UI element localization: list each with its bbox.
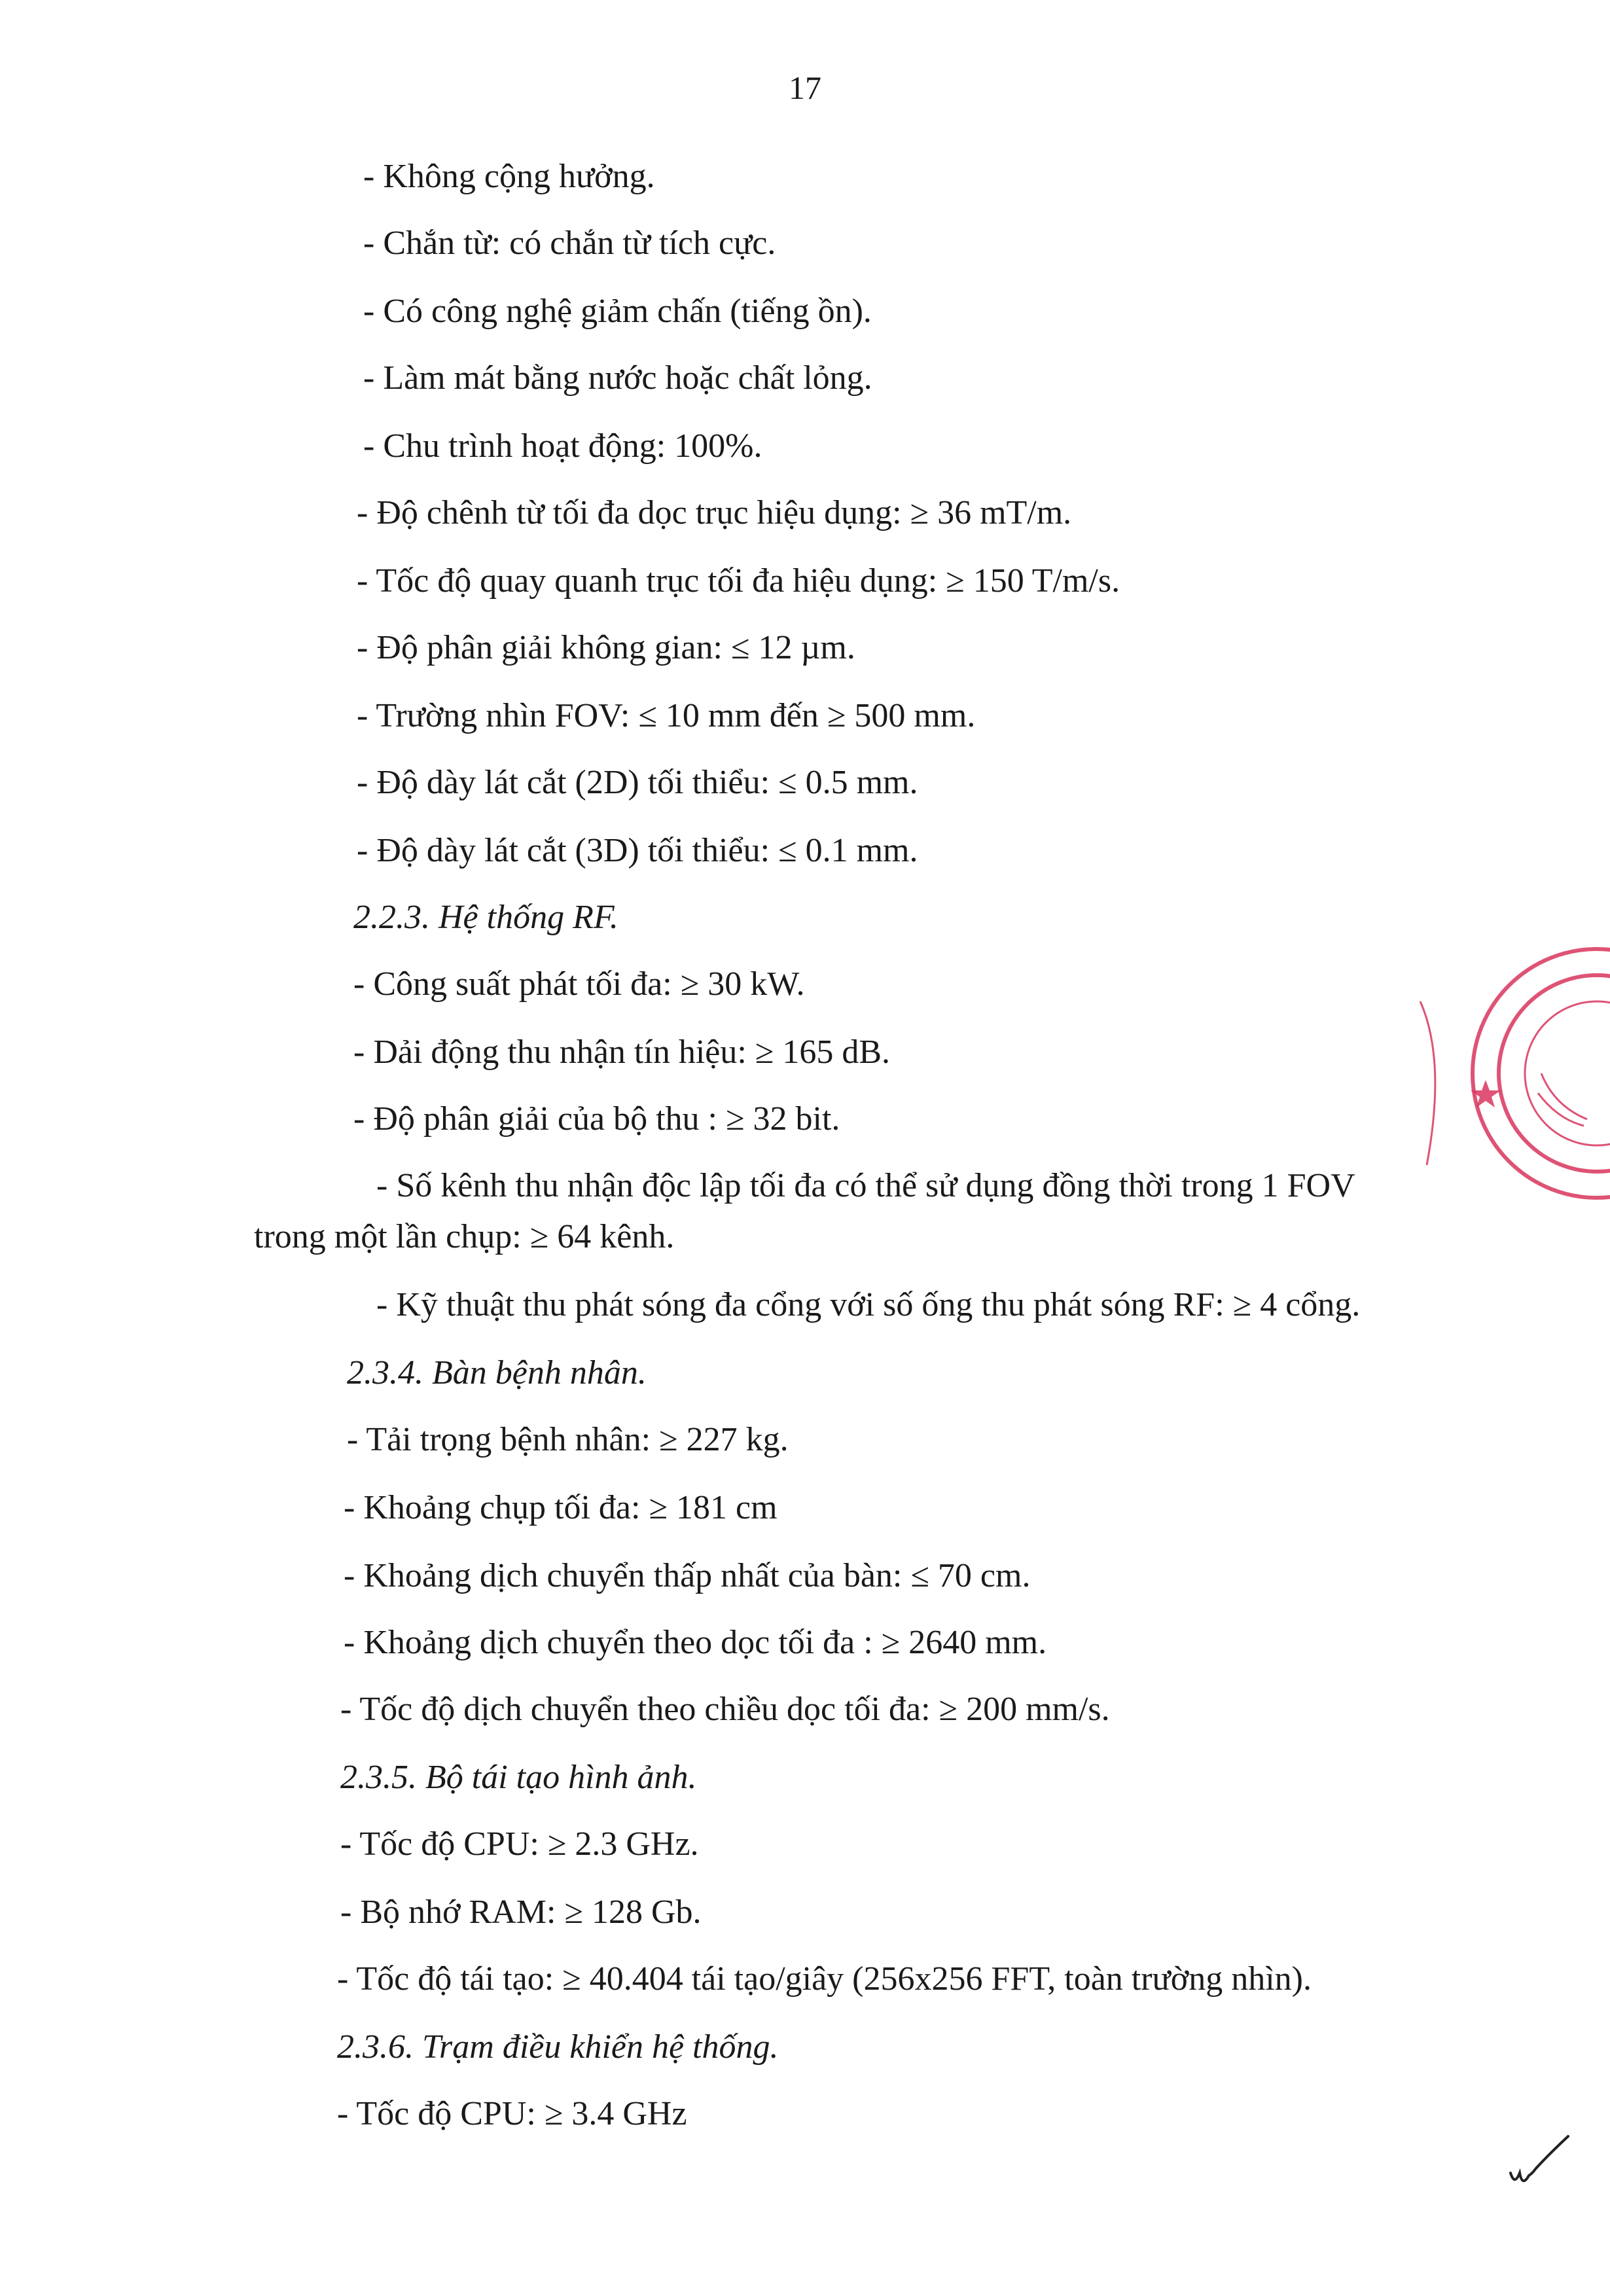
spec-line: - Tốc độ CPU: ≥ 3.4 GHz (337, 2095, 687, 2132)
spec-line: - Tốc độ dịch chuyển theo chiều dọc tối đa: ≥ 200 mm/s. (340, 1691, 1110, 1728)
spec-line: - Kỹ thuật thu phát sóng đa cổng với số ống thu phát sóng RF: ≥ 4 cổng. (376, 1286, 1361, 1323)
spec-line: - Khoảng chụp tối đa: ≥ 181 cm (344, 1489, 778, 1526)
spec-line: - Khoảng dịch chuyển theo dọc tối đa : ≥ 2640 mm. (344, 1624, 1047, 1661)
spec-line: - Trường nhìn FOV: ≤ 10 mm đến ≥ 500 mm. (357, 697, 976, 734)
spec-line: - Dải động thu nhận tín hiệu: ≥ 165 dB. (353, 1033, 891, 1071)
official-stamp (1407, 942, 1610, 1217)
section-heading: 2.2.3. Hệ thống RF. (353, 899, 618, 936)
spec-line: - Độ dày lát cắt (2D) tối thiểu: ≤ 0.5 mm. (357, 764, 918, 801)
spec-line: - Độ phân giải không gian: ≤ 12 µm. (357, 629, 855, 666)
spec-line-continuation: trong một lần chụp: ≥ 64 kênh. (254, 1218, 675, 1255)
spec-line: - Chắn từ: có chắn từ tích cực. (363, 224, 776, 262)
spec-line: - Tốc độ tái tạo: ≥ 40.404 tái tạo/giây (256x256 FFT, toàn trường nhìn). (337, 1960, 1312, 1998)
page-number: 17 (789, 69, 821, 106)
spec-line: - Tốc độ CPU: ≥ 2.3 GHz. (340, 1825, 699, 1863)
spec-line: - Làm mát bằng nước hoặc chất lỏng. (363, 359, 872, 397)
spec-line: - Tải trọng bệnh nhân: ≥ 227 kg. (347, 1421, 789, 1458)
spec-line: - Số kênh thu nhận độc lập tối đa có thể sử dụng đồng thời trong 1 FOV (376, 1167, 1355, 1204)
spec-line: - Độ phân giải của bộ thu : ≥ 32 bit. (353, 1100, 840, 1138)
signature-mark (1505, 2134, 1577, 2199)
spec-line: - Tốc độ quay quanh trục tối đa hiệu dụng: ≥ 150 T/m/s. (357, 562, 1120, 600)
spec-line: - Độ chênh từ tối đa dọc trục hiệu dụng: ≥ 36 mT/m. (357, 494, 1072, 531)
spec-line: - Công suất phát tối đa: ≥ 30 kW. (353, 965, 805, 1003)
section-heading: 2.3.4. Bàn bệnh nhân. (347, 1354, 647, 1391)
spec-line: - Chu trình hoạt động: 100%. (363, 427, 762, 465)
spec-line: - Bộ nhớ RAM: ≥ 128 Gb. (340, 1893, 702, 1931)
section-heading: 2.3.6. Trạm điều khiển hệ thống. (337, 2028, 779, 2066)
spec-line: - Độ dày lát cắt (3D) tối thiểu: ≤ 0.1 mm. (357, 832, 918, 869)
spec-line: - Không cộng hưởng. (363, 158, 655, 195)
section-heading: 2.3.5. Bộ tái tạo hình ảnh. (340, 1759, 697, 1796)
spec-line: - Khoảng dịch chuyển thấp nhất của bàn: ≤ 70 cm. (344, 1557, 1031, 1594)
spec-line: - Có công nghệ giảm chấn (tiếng ồn). (363, 293, 872, 330)
